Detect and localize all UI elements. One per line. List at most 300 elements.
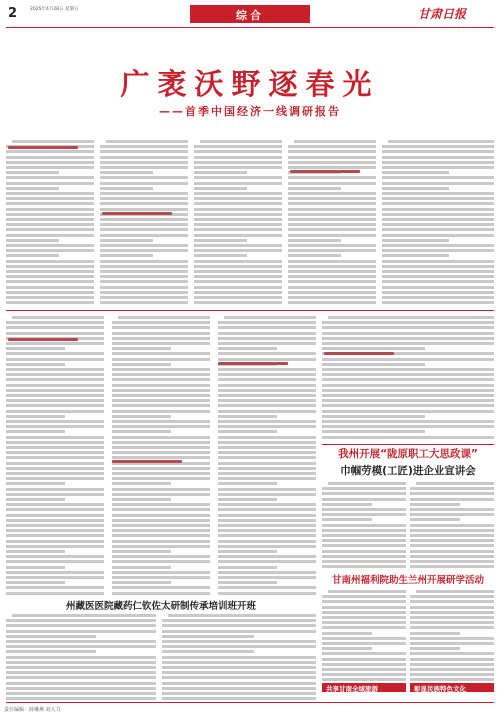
text-line [382, 234, 494, 237]
text-line [218, 482, 277, 485]
text-line [6, 166, 94, 169]
text-line [6, 482, 65, 485]
text-line [6, 223, 94, 226]
text-line [6, 239, 59, 242]
text-line [218, 524, 316, 527]
text-line [382, 192, 494, 195]
text-line [6, 692, 156, 695]
text-line [218, 555, 316, 558]
text-line [218, 415, 277, 418]
text-line [382, 275, 494, 278]
text-line [218, 446, 316, 449]
text-line [112, 378, 210, 381]
text-line [218, 503, 316, 506]
text-line [322, 518, 372, 521]
box-headline-1: 我州开展“陇原职工大思政课” [338, 448, 478, 460]
text-line [322, 663, 406, 666]
text-line [410, 555, 494, 558]
text-line [288, 176, 376, 179]
text-line [288, 213, 376, 216]
text-line [410, 632, 460, 635]
text-line [100, 223, 188, 226]
text-line [6, 529, 104, 532]
text-line [322, 550, 406, 553]
text-line [322, 498, 406, 501]
text-line [112, 581, 171, 584]
text-line [194, 213, 282, 216]
text-line [410, 678, 494, 681]
text-line [218, 430, 277, 433]
text-line [6, 514, 104, 517]
text-line [322, 524, 406, 527]
text-line [194, 249, 282, 252]
text-line [6, 213, 94, 216]
text-line [410, 658, 494, 661]
text-line [162, 671, 316, 674]
text-line [6, 503, 104, 506]
text-line [218, 540, 316, 543]
text-line [322, 430, 425, 433]
text-line [382, 280, 494, 283]
text-line [100, 208, 188, 211]
text-line [218, 358, 316, 361]
text-line [112, 342, 210, 345]
page-number: 2 [8, 6, 18, 21]
text-line [288, 161, 376, 164]
section-subheading-mark [112, 460, 182, 463]
text-line [100, 254, 153, 257]
text-line [382, 223, 494, 226]
text-line [162, 624, 316, 627]
text-line [218, 384, 316, 387]
text-line [6, 624, 156, 627]
text-line [288, 270, 376, 273]
text-line [6, 187, 59, 190]
text-line [6, 462, 104, 465]
text-line [6, 493, 104, 496]
text-line [322, 534, 406, 537]
text-line [288, 202, 376, 205]
text-line [112, 337, 210, 340]
text-line [12, 316, 104, 319]
text-line [218, 498, 277, 501]
text-line [100, 166, 188, 169]
text-line [6, 228, 94, 231]
text-line [328, 590, 406, 593]
text-line [410, 524, 494, 527]
text-line [322, 539, 406, 542]
text-line [288, 228, 376, 231]
text-line [6, 508, 104, 511]
text-line [410, 544, 494, 547]
text-line [112, 425, 210, 428]
text-line [6, 571, 104, 574]
text-line [382, 265, 494, 268]
text-line [112, 514, 210, 517]
text-line [6, 265, 94, 268]
text-line [194, 291, 282, 294]
text-line [6, 373, 104, 376]
text-line [194, 182, 282, 185]
text-line [322, 632, 372, 635]
text-line [6, 244, 94, 247]
text-line [112, 404, 210, 407]
text-line [410, 652, 494, 655]
text-line [218, 571, 316, 574]
text-line [12, 614, 156, 617]
text-line [6, 430, 65, 433]
top-rule [6, 27, 494, 28]
text-line [6, 540, 104, 543]
banner-1 [322, 683, 406, 692]
text-line [6, 384, 104, 387]
text-line [6, 420, 104, 423]
text-line [322, 378, 494, 381]
text-line [382, 182, 494, 185]
text-line [410, 673, 494, 676]
text-line [218, 566, 277, 569]
text-line [322, 503, 372, 506]
text-line [218, 545, 316, 548]
text-line [112, 576, 210, 579]
text-line [288, 145, 376, 148]
text-line [322, 508, 406, 511]
text-line [328, 316, 494, 319]
text-line [6, 286, 94, 289]
text-line [410, 487, 494, 490]
text-line [112, 456, 210, 459]
text-line [6, 477, 104, 480]
text-line [6, 456, 104, 459]
text-line [100, 265, 188, 268]
text-line [218, 519, 316, 522]
text-line [322, 642, 406, 645]
text-line [6, 555, 104, 558]
text-line [382, 228, 494, 231]
text-line [6, 619, 156, 622]
text-line [6, 363, 65, 366]
text-line [410, 492, 494, 495]
text-line [100, 145, 188, 148]
text-line [100, 291, 188, 294]
text-line [388, 140, 494, 143]
text-line [6, 202, 94, 205]
text-line [112, 508, 210, 511]
text-line [328, 482, 406, 485]
text-line [218, 441, 316, 444]
text-line [112, 446, 210, 449]
text-line [194, 145, 282, 148]
text-line [162, 676, 316, 679]
text-line [410, 663, 494, 666]
text-line [100, 244, 188, 247]
text-line [6, 301, 94, 304]
text-line [322, 658, 406, 661]
text-line [200, 140, 282, 143]
text-line [162, 640, 316, 643]
text-line [410, 508, 494, 511]
text-line [6, 650, 96, 653]
text-line [322, 342, 494, 345]
text-line [194, 254, 247, 257]
text-line [100, 218, 188, 221]
text-line [112, 493, 210, 496]
text-line [194, 166, 282, 169]
text-line [100, 161, 188, 164]
text-line [194, 301, 282, 304]
text-line [288, 166, 376, 169]
text-line [6, 446, 104, 449]
text-line [218, 576, 316, 579]
section-subheading-mark [102, 212, 172, 215]
text-line [194, 176, 282, 179]
text-line [6, 404, 104, 407]
text-line [410, 534, 494, 537]
text-line [6, 280, 94, 283]
text-line [112, 399, 210, 402]
text-line [322, 626, 406, 629]
text-line [100, 150, 188, 153]
text-line [6, 697, 156, 700]
main-headline: 广袤沃野逐春光 [120, 67, 380, 101]
text-line [162, 656, 316, 659]
text-line [218, 451, 316, 454]
text-line [288, 234, 376, 237]
text-line [322, 394, 494, 397]
text-line [288, 296, 376, 299]
text-line [194, 161, 282, 164]
text-line [6, 581, 65, 584]
text-line [218, 425, 316, 428]
section-subheading-mark [290, 170, 360, 173]
text-line [162, 650, 254, 653]
text-line [6, 586, 104, 589]
text-line [218, 472, 316, 475]
text-line [6, 326, 104, 329]
text-line [288, 249, 376, 252]
text-line [112, 571, 210, 574]
text-line [112, 498, 171, 501]
text-line [382, 213, 494, 216]
text-line [218, 368, 316, 371]
text-line [288, 275, 376, 278]
text-line [194, 192, 282, 195]
text-line [194, 223, 282, 226]
text-line [6, 291, 94, 294]
text-line [112, 410, 210, 413]
text-line [194, 260, 282, 263]
text-line [112, 592, 210, 595]
text-line [382, 254, 449, 257]
text-line [6, 378, 104, 381]
text-line [112, 566, 171, 569]
text-line [112, 430, 171, 433]
text-line [6, 592, 104, 595]
text-line [410, 595, 494, 598]
text-line [194, 150, 282, 153]
text-line [382, 208, 494, 211]
banner-1-text: 共享甘南全域旅游 [326, 685, 378, 693]
text-line [382, 301, 494, 304]
text-line [322, 678, 406, 681]
text-line [218, 436, 316, 439]
text-line [6, 671, 156, 674]
text-line [112, 488, 210, 491]
text-line [6, 635, 96, 638]
text-line [382, 286, 494, 289]
text-line [322, 389, 494, 392]
text-line [322, 595, 406, 598]
text-line [100, 260, 188, 263]
text-line [410, 616, 494, 619]
text-line [322, 337, 494, 340]
text-line [382, 145, 494, 148]
text-line [6, 661, 156, 664]
text-line [382, 296, 494, 299]
text-line [410, 503, 460, 506]
section-subheading-mark [324, 352, 394, 355]
text-line [100, 249, 188, 252]
text-line [6, 352, 104, 355]
text-line [382, 187, 449, 190]
text-line [410, 498, 494, 501]
text-line [112, 358, 210, 361]
text-line [288, 156, 376, 159]
text-line [218, 529, 316, 532]
text-line [6, 208, 94, 211]
newspaper-logo: 甘肃日报 [418, 7, 467, 21]
text-line [410, 565, 494, 568]
text-line [288, 254, 341, 257]
text-line [100, 239, 153, 242]
text-line [322, 373, 494, 376]
text-line [6, 436, 104, 439]
text-line [6, 640, 156, 643]
text-line [218, 389, 316, 392]
text-line [6, 550, 65, 553]
text-line [194, 187, 247, 190]
text-line [288, 223, 376, 226]
text-line [100, 228, 188, 231]
text-line [218, 410, 316, 413]
text-line [112, 545, 210, 548]
text-line [112, 368, 210, 371]
text-line [112, 332, 210, 335]
text-line [100, 275, 188, 278]
text-line [112, 420, 210, 423]
text-line [100, 156, 188, 159]
mid-rule [6, 310, 494, 311]
text-line [112, 321, 210, 324]
text-line [382, 244, 494, 247]
text-line [194, 218, 282, 221]
text-line [112, 394, 210, 397]
text-line [6, 192, 94, 195]
text-line [6, 645, 156, 648]
text-line [288, 208, 376, 211]
text-line [6, 394, 104, 397]
text-line [382, 270, 494, 273]
text-line [6, 519, 104, 522]
text-line [288, 150, 376, 153]
text-line [322, 384, 494, 387]
box-rule [322, 444, 494, 445]
text-line [382, 171, 449, 174]
text-line [168, 614, 316, 617]
text-line [218, 560, 316, 563]
text-line [410, 637, 494, 640]
text-line [382, 150, 494, 153]
text-line [218, 581, 277, 584]
text-line [322, 321, 494, 324]
text-line [112, 373, 210, 376]
text-line [6, 687, 156, 690]
text-line [410, 606, 494, 609]
text-line [194, 296, 282, 299]
text-line [322, 513, 406, 516]
text-line [6, 630, 156, 633]
text-line [6, 254, 59, 257]
text-line [322, 363, 425, 366]
text-line [218, 493, 316, 496]
text-line [6, 534, 104, 537]
text-line [410, 642, 494, 645]
text-line [112, 326, 210, 329]
text-line [382, 197, 494, 200]
text-line [218, 399, 316, 402]
text-line [6, 545, 104, 548]
text-line [322, 425, 494, 428]
text-line [112, 586, 210, 589]
text-line [6, 218, 94, 221]
text-line [322, 647, 372, 650]
text-line [100, 192, 188, 195]
text-line [288, 286, 376, 289]
text-line [6, 260, 94, 263]
text-line [322, 637, 406, 640]
text-line [194, 171, 247, 174]
text-line [288, 291, 376, 294]
text-line [410, 560, 494, 563]
text-line [100, 197, 188, 200]
text-line [6, 682, 156, 685]
text-line [162, 619, 316, 622]
text-line [382, 202, 494, 205]
text-line [218, 508, 316, 511]
text-line [322, 529, 406, 532]
text-line [194, 286, 282, 289]
text-line [100, 176, 188, 179]
section-subheading-mark [8, 338, 78, 341]
text-line [194, 208, 282, 211]
text-line [322, 652, 406, 655]
text-line [322, 492, 406, 495]
text-line [112, 529, 210, 532]
text-line [162, 666, 316, 669]
text-line [194, 234, 282, 237]
text-line [118, 316, 210, 319]
text-line [6, 566, 65, 569]
text-line [162, 630, 316, 633]
text-line [162, 635, 254, 638]
text-line [218, 534, 316, 537]
text-line [218, 586, 316, 589]
text-line [218, 347, 277, 350]
text-line [288, 265, 376, 268]
bottom-rule [6, 702, 494, 703]
text-line [6, 498, 65, 501]
text-line [410, 621, 494, 624]
